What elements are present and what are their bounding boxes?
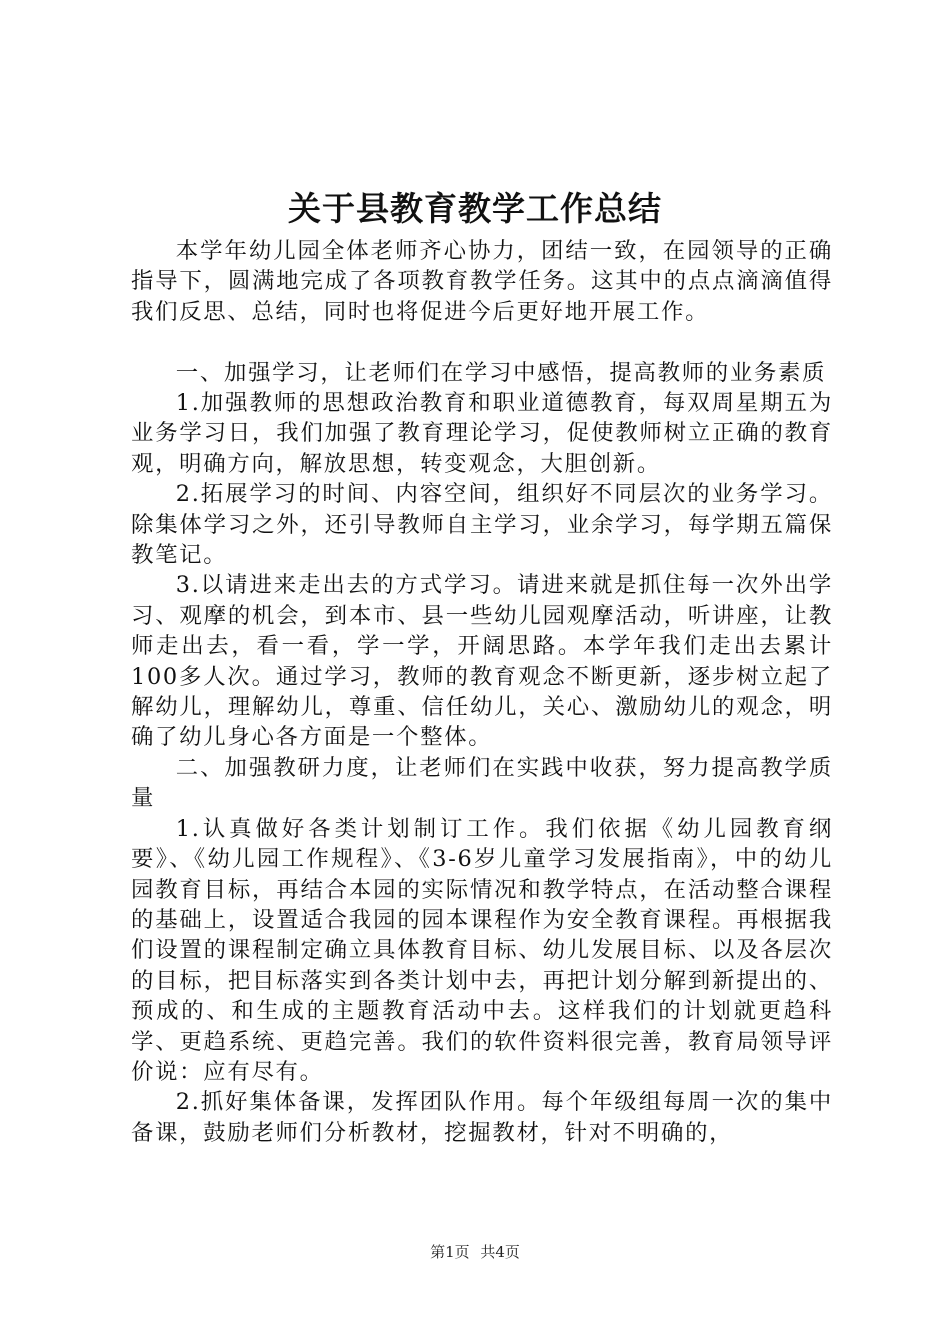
section-heading-1: 一、加强学习，让老师们在学习中感悟，提高教师的业务素质 [175, 359, 827, 386]
paragraph-intro: 本学年幼儿园全体老师齐心协力，团结一致，在园领导的正确指导下，圆满地完成了各项教育教学任务。这其中的点点滴滴值得我们反思、总结，同时也将促进今后更好地开展工作。 [131, 238, 833, 325]
document-body [131, 236, 833, 1148]
document-title: 关于县教育教学工作总结 [288, 189, 662, 228]
section-heading-2: 二、加强教研力度，让老师们在实践中收获，努力提高教学质量 [131, 754, 833, 812]
paragraph-gap [131, 327, 833, 357]
page-total: 共4页 [480, 1243, 520, 1261]
paragraph-2-1: 1.认真做好各类计划制订工作。我们依据《幼儿园教育纲要》、《幼儿园工作规程》、《3-6岁儿童学习发展指南》，中的幼儿园教育目标，再结合本园的实际情况和教学特点，在活动整合课程的基础上，设置适合我园的园本课程作为安全教育课程。再根据我们设置的课程制定确立具体教育目标、幼儿发展目标、以及各层次的目标，把目标落实到各类计划中去，再把计划分解到新提出的、预成的、和生成的主题教育活动中去。这样我们的计划就更趋科学、更趋系统、更趋完善。我们的软件资料很完善，教育局领导评价说：应有尽有。 [131, 815, 833, 1085]
paragraph-1-2: 2.拓展学习的时间、内容空间，组织好不同层次的业务学习。除集体学习之外，还引导教师自主学习，业余学习，每学期五篇保教笔记。 [131, 481, 833, 569]
paragraph-2-2: 2.抓好集体备课，发挥团队作用。每个年级组每周一次的集中备课，鼓励老师们分析教材，挖掘教材，针对不明确的， [131, 1089, 833, 1146]
paragraph-1-3: 3.以请进来走出去的方式学习。请进来就是抓住每一次外出学习、观摩的机会，到本市、县一些幼儿园观摩活动，听讲座，让教师走出去，看一看，学一学，开阔思路。本学年我们走出去累计100多人次。通过学习，教师的教育观念不断更新，逐步树立起了解幼儿，理解幼儿，尊重、信任幼儿，关心、激励幼儿的观念，明确了幼儿身心各方面是一个整体。 [131, 572, 833, 751]
paragraph-1-1: 1.加强教师的思想政治教育和职业道德教育，每双周星期五为业务学习日，我们加强了教育理论学习，促使教师树立正确的教育观，明确方向，解放思想，转变观念，大胆创新。 [131, 390, 833, 477]
page-number: 第1页 [430, 1243, 470, 1261]
page-footer [0, 1242, 950, 1262]
